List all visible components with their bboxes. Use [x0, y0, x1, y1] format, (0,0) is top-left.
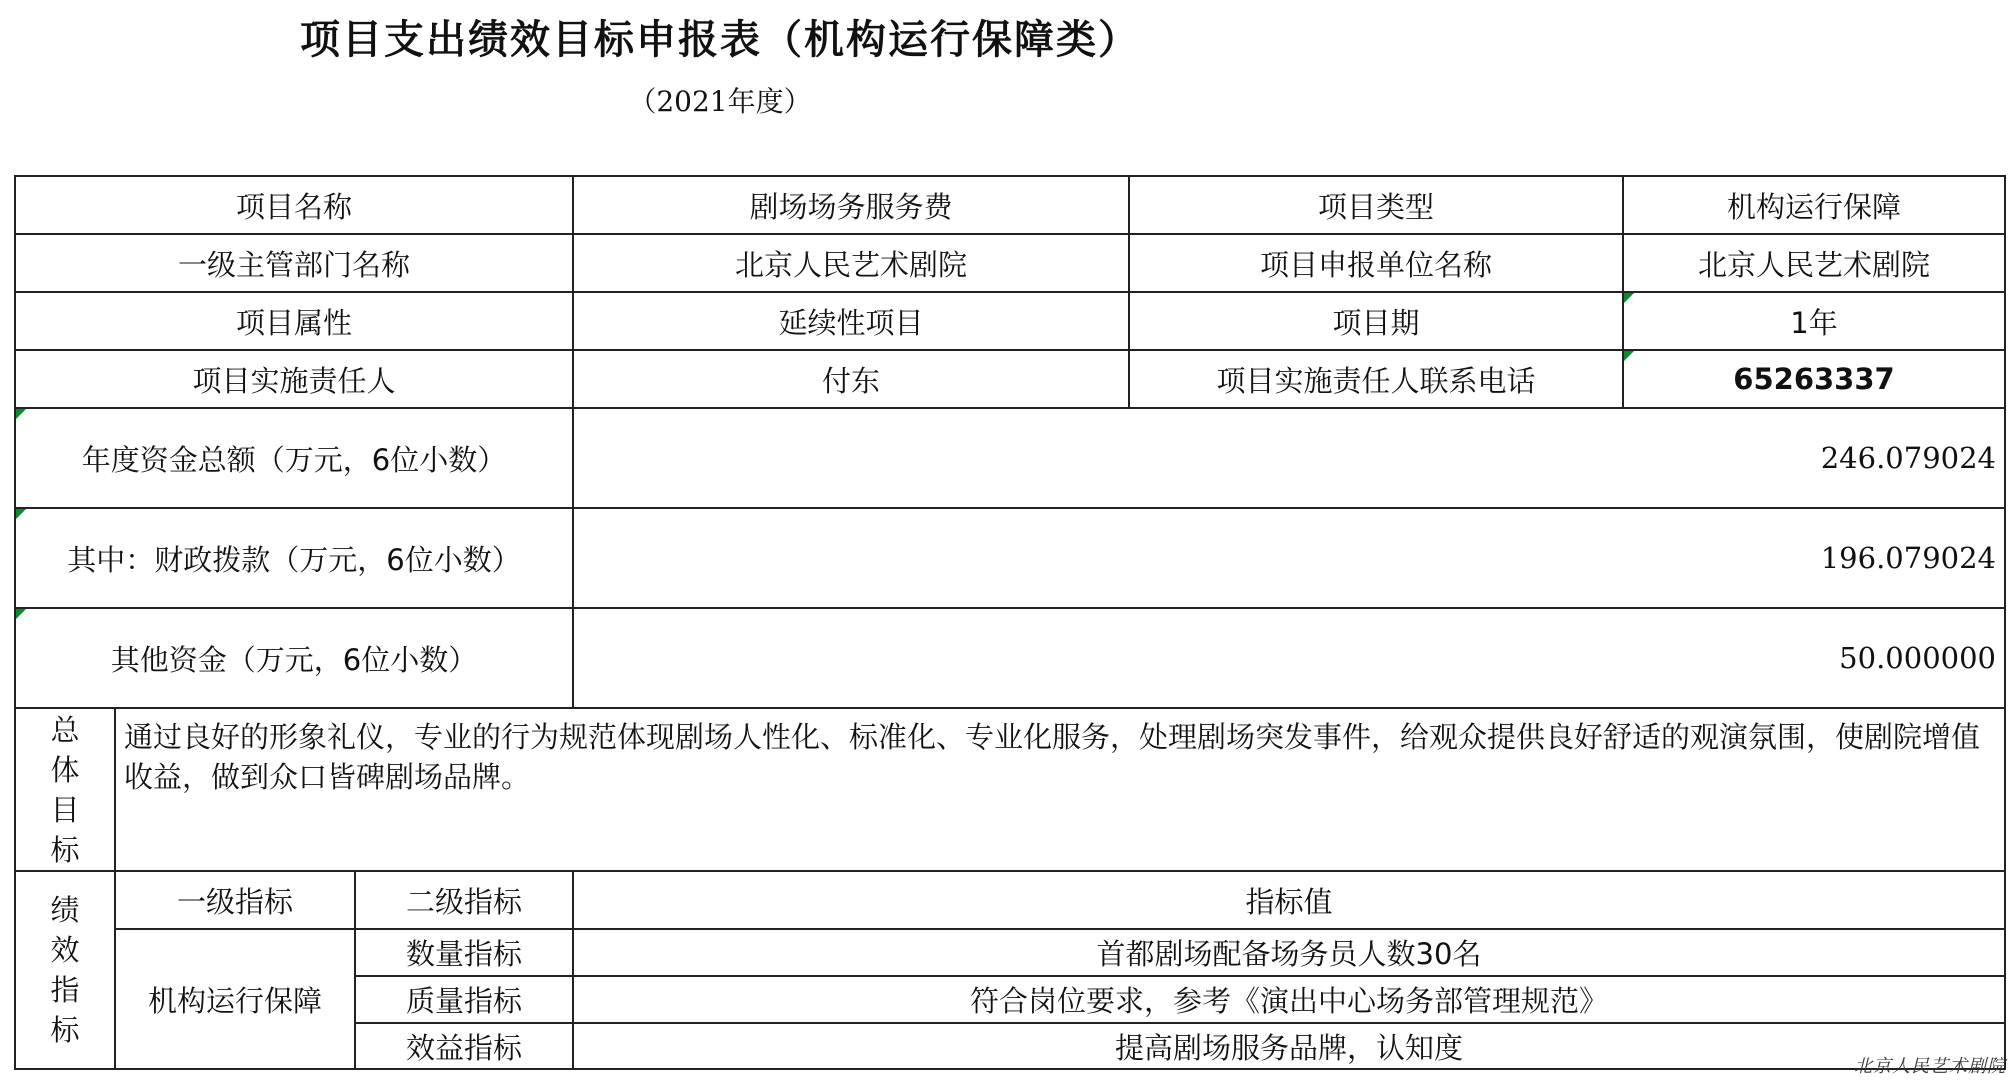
indicators-label: 绩 效 指 标 — [14, 870, 116, 1070]
level2-quantity: 数量指标 — [354, 928, 574, 977]
period-value: 1年 — [1622, 291, 2006, 351]
project-type-value: 机构运行保障 — [1622, 175, 2006, 235]
document-subtitle: （2021年度） — [628, 85, 812, 118]
attr-value: 延续性项目 — [572, 291, 1130, 351]
header-level2: 二级指标 — [354, 870, 574, 930]
unit-label: 项目申报单位名称 — [1128, 233, 1624, 293]
dept-label: 一级主管部门名称 — [14, 233, 574, 293]
phone-label: 项目实施责任人联系电话 — [1128, 349, 1624, 409]
header-level1: 一级指标 — [114, 870, 356, 930]
value-quality: 符合岗位要求，参考《演出中心场务部管理规范》 — [572, 975, 2006, 1024]
header-value: 指标值 — [572, 870, 2006, 930]
phone-value: 65263337 — [1622, 349, 2006, 409]
unit-value: 北京人民艺术剧院 — [1622, 233, 2006, 293]
value-quantity: 首都剧场配备场务员人数30名 — [572, 928, 2006, 977]
project-name-label: 项目名称 — [14, 175, 574, 235]
project-name-value: 剧场场务服务费 — [572, 175, 1130, 235]
level2-benefit: 效益指标 — [354, 1022, 574, 1070]
fund-fiscal-label: 其中：财政拨款（万元，6位小数） — [14, 507, 574, 609]
dept-value: 北京人民艺术剧院 — [572, 233, 1130, 293]
project-type-label: 项目类型 — [1128, 175, 1624, 235]
document-title: 项目支出绩效目标申报表（机构运行保障类） — [300, 17, 1140, 63]
fund-total-label: 年度资金总额（万元，6位小数） — [14, 407, 574, 509]
fund-other-value: 50.000000 — [572, 607, 2006, 709]
manager-label: 项目实施责任人 — [14, 349, 574, 409]
watermark-signature: 北京人民艺术剧院 — [1854, 1056, 2006, 1077]
period-label: 项目期 — [1128, 291, 1624, 351]
attr-label: 项目属性 — [14, 291, 574, 351]
fund-other-label: 其他资金（万元，6位小数） — [14, 607, 574, 709]
level1-value: 机构运行保障 — [114, 928, 356, 1070]
overall-goal-label: 总 体 目 标 — [14, 707, 116, 872]
fund-fiscal-value: 196.079024 — [572, 507, 2006, 609]
manager-value: 付东 — [572, 349, 1130, 409]
overall-goal-text: 通过良好的形象礼仪，专业的行为规范体现剧场人性化、标准化、专业化服务，处理剧场突发事件，给观众提供良好舒适的观演氛围，使剧院增值收益，做到众口皆碑剧场品牌。 — [114, 707, 2006, 872]
level2-quality: 质量指标 — [354, 975, 574, 1024]
value-benefit: 提高剧场服务品牌，认知度 — [572, 1022, 2006, 1070]
fund-total-value: 246.079024 — [572, 407, 2006, 509]
performance-table — [14, 175, 2006, 1070]
